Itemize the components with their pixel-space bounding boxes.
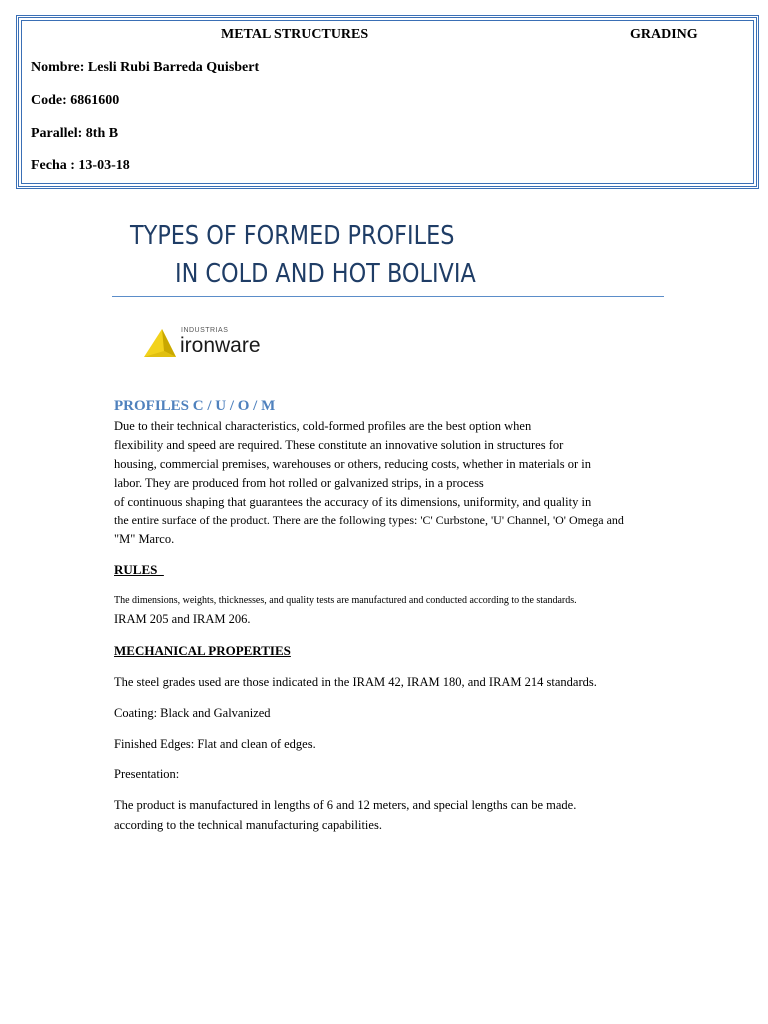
coating: Coating: Black and Galvanized	[114, 706, 271, 720]
logo-brand-text: ironware	[180, 334, 261, 357]
profiles-line: flexibility and speed are required. These constitute an innovative solution in structures for	[114, 438, 564, 452]
ironware-logo	[140, 322, 340, 382]
student-code: Code: 6861600	[31, 93, 120, 108]
triangle-logo-icon	[142, 327, 178, 361]
profiles-heading: PROFILES C / U / O / M	[114, 398, 276, 414]
student-name: Nombre: Lesli Rubi Barreda Quisbert	[31, 60, 260, 75]
date: Fecha : 13-03-18	[31, 158, 130, 173]
header-box-inner-border	[21, 20, 754, 184]
profiles-line: the entire surface of the product. There are the following types: 'C' Curbstone, 'U' Channel, 'O' Omega and	[114, 513, 624, 527]
grading-label: GRADING	[630, 27, 698, 42]
profiles-line: "M" Marco.	[114, 532, 175, 546]
rules-text: The dimensions, weights, thicknesses, and quality tests are manufactured and conducted according to the standards.	[114, 595, 577, 606]
mechanical-heading: MECHANICAL PROPERTIES	[114, 643, 291, 658]
profiles-line: of continuous shaping that guarantees the accuracy of its dimensions, uniformity, and quality in	[114, 495, 592, 509]
presentation-label: Presentation:	[114, 767, 180, 781]
logo-small-text: INDUSTRIAS	[181, 327, 229, 334]
rules-heading: RULES	[114, 562, 164, 577]
finished-edges: Finished Edges: Flat and clean of edges.	[114, 737, 316, 751]
product-length-line-1: The product is manufactured in lengths of 6 and 12 meters, and special lengths can be made.	[114, 798, 577, 812]
profiles-line: Due to their technical characteristics, cold-formed profiles are the best option when	[114, 419, 532, 433]
title-divider	[112, 296, 664, 297]
page-title-line-1: TYPES OF FORMED PROFILES	[130, 221, 455, 251]
steel-grades: The steel grades used are those indicated in the IRAM 42, IRAM 180, and IRAM 214 standards.	[114, 675, 597, 689]
page-title-line-2: IN COLD AND HOT BOLIVIA	[175, 259, 476, 289]
profiles-line: labor. They are produced from hot rolled or galvanized strips, in a process	[114, 476, 484, 490]
product-length-line-2: according to the technical manufacturing capabilities.	[114, 818, 382, 832]
parallel: Parallel: 8th B	[31, 126, 119, 141]
profiles-line: housing, commercial premises, warehouses or others, reducing costs, whether in materials or in	[114, 457, 591, 471]
course-title: METAL STRUCTURES	[221, 27, 369, 42]
rules-standards: IRAM 205 and IRAM 206.	[114, 612, 251, 626]
